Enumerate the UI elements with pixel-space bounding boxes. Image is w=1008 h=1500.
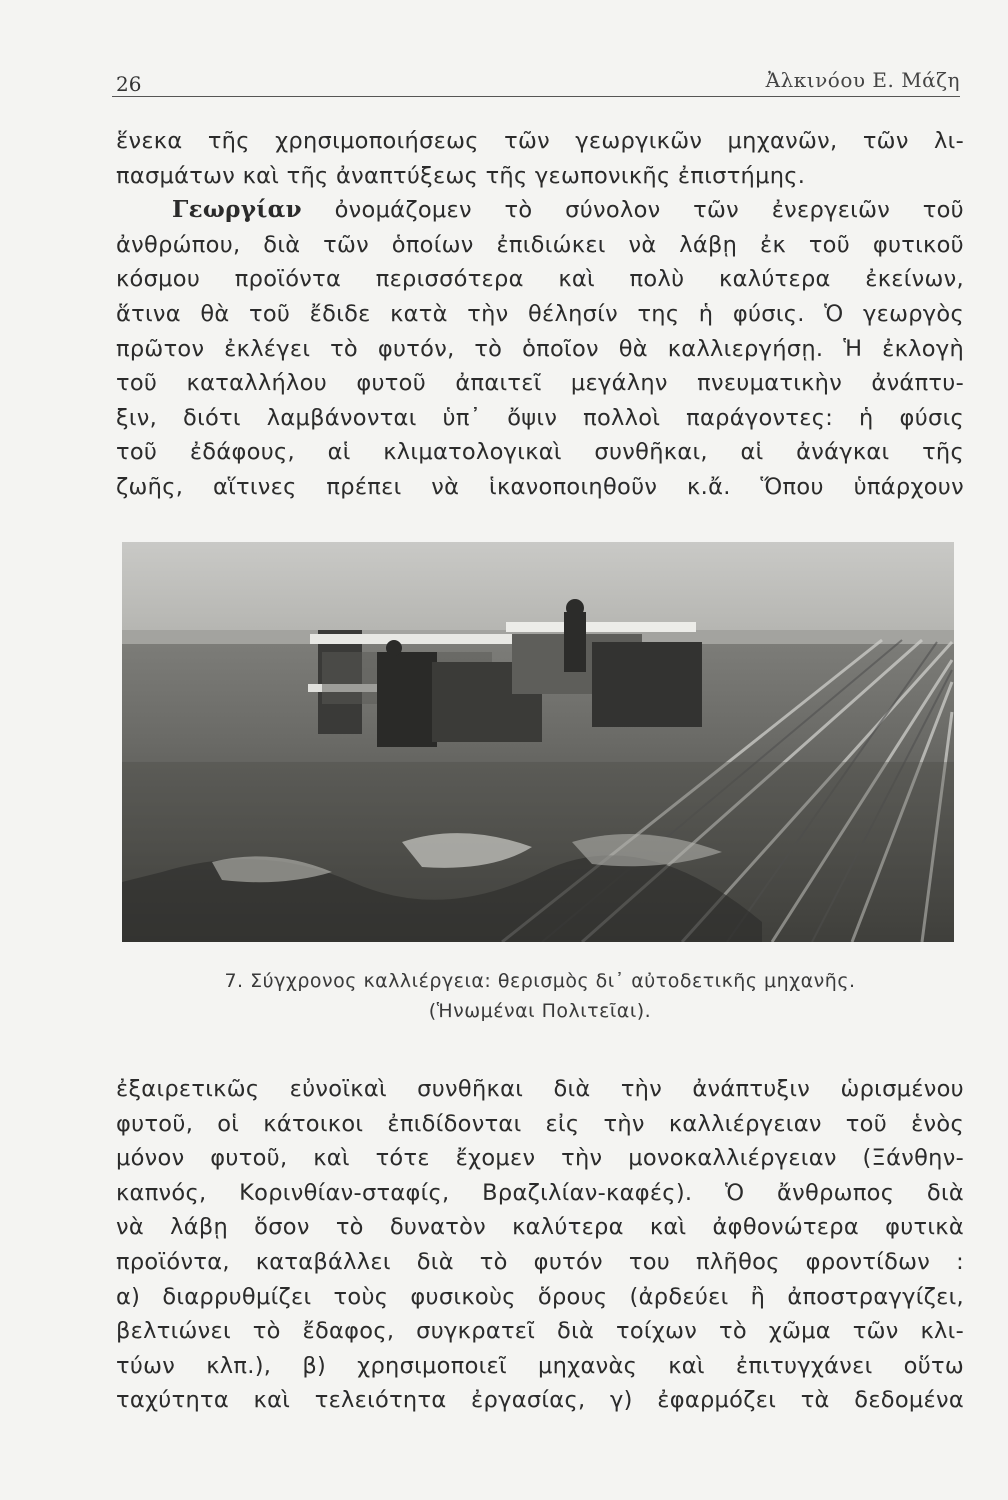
page-number: 26 [116, 72, 142, 96]
text-line: τοῦ ἐδάφους, αἱ κλιματολογικαὶ συνθῆκαι, αἱ ἀνάγκαι τῆς [116, 439, 964, 466]
page-header [112, 62, 960, 97]
harvest-photo [122, 542, 954, 942]
text-line: καπνός, Κορινθίαν-σταφίς, Βραζιλίαν-καφές). Ὁ ἄνθρωπος διὰ [116, 1179, 964, 1206]
text-block-top [116, 124, 964, 505]
text-line: ἐξαιρετικῶς εὐνοϊκαὶ συνθῆκαι διὰ τὴν ἀνάπτυξιν ὡρισμένου [116, 1076, 964, 1102]
figure-harvest-photo [122, 542, 954, 942]
text-line: πασμάτων καὶ τῆς ἀναπτύξεως τῆς γεωπονικῆς ἐπιστήμης. [116, 162, 806, 189]
text-line: ἕνεκα τῆς χρησιμοποιήσεως τῶν γεωργικῶν μηχανῶν, τῶν λι- [116, 128, 964, 154]
figure-caption-source: (Ἡνωμέναι Πολιτεῖαι). [428, 1000, 652, 1022]
text-block-bottom [116, 1072, 964, 1418]
bold-term: Γεωργίαν [172, 196, 302, 224]
text-line: τύων κλπ.), β) χρησιμοποιεῖ μηχανὰς καὶ ἐπιτυγχάνει οὕτω [116, 1352, 964, 1379]
text-line: φυτοῦ, οἱ κάτοικοι ἐπιδίδονται εἰς τὴν καλλιέργειαν τοῦ ἑνὸς [116, 1110, 964, 1137]
text-line: μόνον φυτοῦ, καὶ τότε ἔχομεν τὴν μονοκαλλιέργειαν (Ξάνθην- [116, 1145, 964, 1172]
figure-caption: 7. Σύγχρονος καλλιέργεια: θερισμὸς δι᾽ αὐτοδετικῆς μηχανῆς. [224, 970, 856, 992]
text-line: α) διαρρυθμίζει τοὺς φυσικοὺς ὅρους (ἀρδεύει ἢ ἀποστραγγίζει, [116, 1283, 964, 1310]
text-line: νὰ λάβῃ ὅσον τὸ δυνατὸν καλύτερα καὶ ἀφθονώτερα φυτικὰ [116, 1214, 964, 1241]
text-line: προϊόντα, καταβάλλει διὰ τὸ φυτόν του πλῆθος φροντίδων : [116, 1248, 964, 1275]
text-span: ὀνομάζομεν τὸ σύνολον τῶν ἐνεργειῶν τοῦ [301, 197, 964, 224]
text-line: ταχύτητα καὶ τελειότητα ἐργασίας, γ) ἐφαρμόζει τὰ δεδομένα [116, 1387, 964, 1414]
running-head: Ἀλκινόου Ε. Μάζη [765, 68, 960, 92]
paragraph-start [116, 193, 964, 228]
text-line: κόσμου προϊόντα περισσότερα καὶ πολὺ καλύτερα ἐκείνων, [116, 266, 964, 293]
text-line: ἅτινα θὰ τοῦ ἔδιδε κατὰ τὴν θέλησίν της ἡ φύσις. Ὁ γεωργὸς [116, 300, 964, 327]
text-line: τοῦ καταλλήλου φυτοῦ ἀπαιτεῖ μεγάλην πνευματικὴν ἀνάπτυ- [116, 370, 964, 397]
text-line: βελτιώνει τὸ ἔδαφος, συγκρατεῖ διὰ τοίχων τὸ χῶμα τῶν κλι- [116, 1318, 964, 1345]
text-line: ζωῆς, αἵτινες πρέπει νὰ ἱκανοποιηθοῦν κ.ἄ. Ὅπου ὑπάρχουν [116, 473, 964, 500]
text-line: ξιν, διότι λαμβάνονται ὑπ᾽ ὄψιν πολλοὶ παράγοντες: ἡ φύσις [116, 404, 964, 431]
text-line: ἀνθρώπου, διὰ τῶν ὁποίων ἐπιδιώκει νὰ λάβῃ ἐκ τοῦ φυτικοῦ [116, 231, 964, 258]
text-line: πρῶτον ἐκλέγει τὸ φυτόν, τὸ ὁποῖον θὰ καλλιεργήσῃ. Ἡ ἐκλογὴ [116, 335, 964, 362]
